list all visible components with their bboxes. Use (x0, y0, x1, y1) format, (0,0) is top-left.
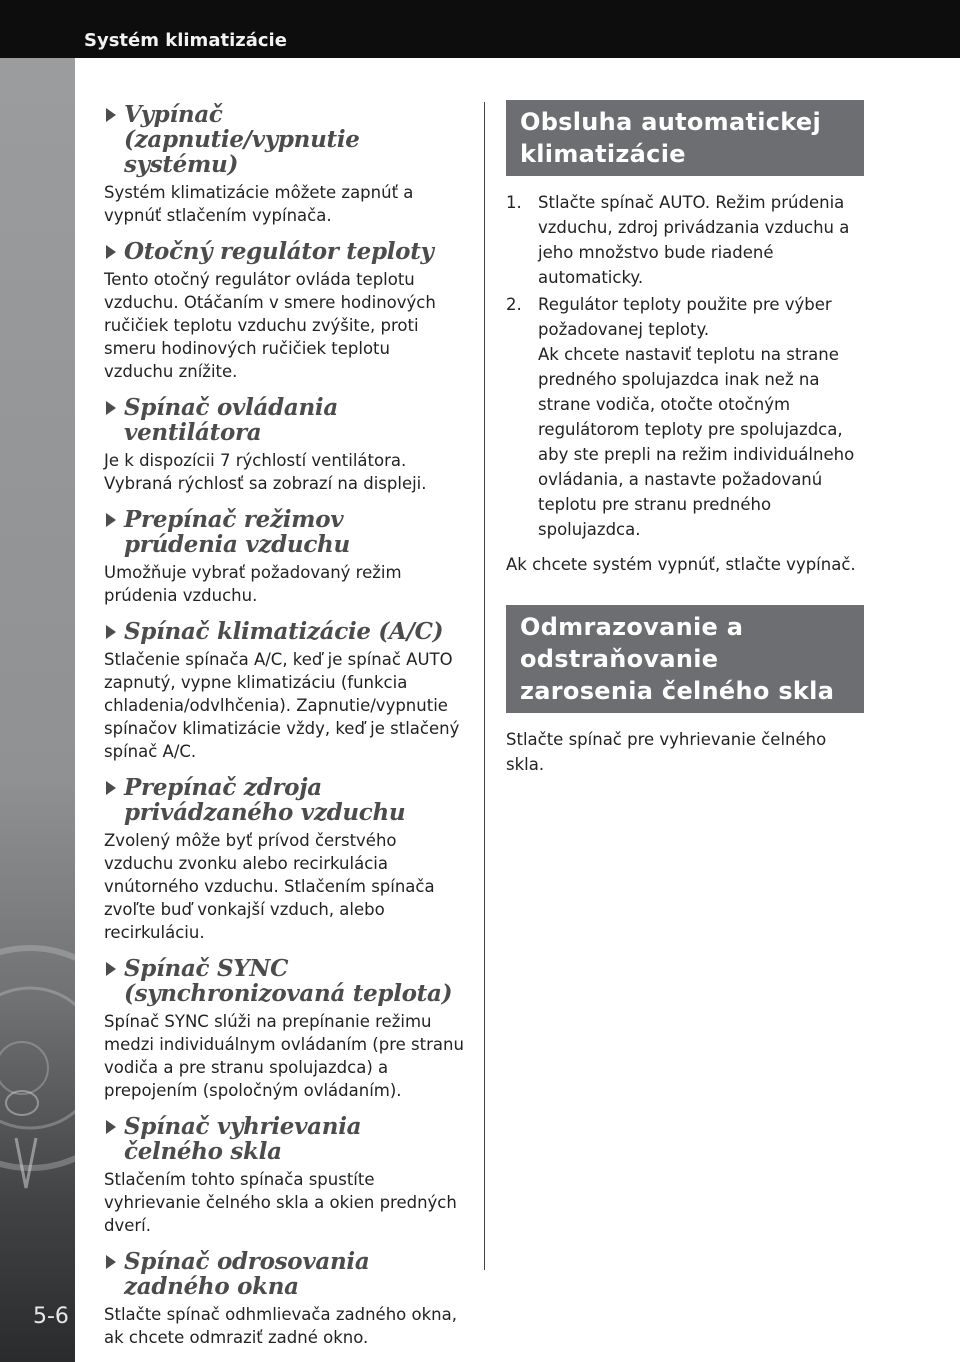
auto-operation-heading: Obsluha automatickej klimatizácie (506, 100, 864, 176)
step-text: Regulátor teploty použite pre výber požadovanej teploty. (538, 295, 832, 339)
section-windshield-heater (104, 1114, 464, 1237)
section-text: Systém klimatizácie môžete zapnúť a vypnúť stlačením vypínača. (104, 183, 414, 225)
section-text: Zvolený môže byť prívod čerstvého vzduchu zvonku alebo recirkulácia vnútorného vzduchu. Stlačením spínača zvoľte buď vonkajší vzduch, alebo recirkuláciu. (104, 831, 435, 942)
bullet-triangle-icon (104, 960, 118, 978)
bullet-triangle-icon (104, 106, 118, 124)
bullet-triangle-icon (104, 1118, 118, 1136)
section-heading: Spínač ovládania ventilátora (124, 394, 338, 446)
section-heading: Otočný regulátor teploty (124, 238, 434, 265)
turn-off-text: Ak chcete systém vypnúť, stlačte vypínač. (506, 555, 856, 574)
bullet-triangle-icon (104, 399, 118, 417)
section-heading: Spínač odrosovania zadného okna (124, 1248, 370, 1300)
bullet-triangle-icon (104, 623, 118, 641)
section-heading: Spínač SYNC (synchronizovaná teplota) (124, 955, 453, 1007)
right-column (506, 100, 864, 805)
section-power-switch (104, 102, 464, 227)
section-heading: Prepínač zdroja privádzaného vzduchu (124, 774, 406, 826)
section-ac-switch (104, 619, 464, 763)
section-text: Stlačením tohto spínača spustíte vyhrievanie čelného skla a okien predných dverí. (104, 1170, 457, 1235)
list-item (506, 292, 864, 542)
left-column (104, 102, 464, 1361)
steering-wheel-image (0, 58, 75, 1362)
section-airflow-mode (104, 507, 464, 607)
section-text: Spínač SYNC slúži na prepínanie režimu medzi individuálnym ovládaním (pre stranu vodiča a pre stranu spolujazdca) a prepojením (spoločným ovládaním). (104, 1012, 464, 1100)
section-heading: Spínač vyhrievania čelného skla (124, 1113, 362, 1165)
step-extra-text: Ak chcete nastaviť teplotu na strane predného spolujazdca inak než na strane vodiča, otočte otočným regulátorom teploty pre spolujazdca, aby ste prepli na režim individuálneho ovládania, a nastavte požadovanú teplotu pre stranu predného spolujazdca. (538, 345, 855, 539)
defrost-text: Stlačte spínač pre vyhrievanie čelného skla. (506, 730, 827, 774)
bullet-triangle-icon (104, 1253, 118, 1271)
step-number: 2. (506, 295, 522, 314)
auto-steps-list (506, 190, 864, 542)
section-temperature-dial (104, 239, 464, 383)
section-air-intake (104, 775, 464, 944)
step-text: Stlačte spínač AUTO. Režim prúdenia vzduchu, zdroj privádzania vzduchu a jeho množstvo bude riadené automaticky. (538, 193, 850, 287)
bullet-triangle-icon (104, 779, 118, 797)
section-heading: Spínač klimatizácie (A/C) (124, 618, 444, 645)
section-heading: Prepínač režimov prúdenia vzduchu (124, 506, 350, 558)
sidebar-image (0, 58, 75, 1362)
section-text: Je k dispozícii 7 rýchlostí ventilátora. Vybraná rýchlosť sa zobrazí na displeji. (104, 451, 427, 493)
defrost-heading: Odmrazovanie a odstraňovanie zarosenia čelného skla (506, 605, 864, 713)
section-rear-defogger (104, 1249, 464, 1349)
column-divider (484, 102, 485, 1270)
step-number: 1. (506, 193, 522, 212)
page-number: 5-6 (33, 1304, 69, 1329)
section-text: Tento otočný regulátor ovláda teplotu vzduchu. Otáčaním v smere hodinových ručičiek teplotu vzduchu zvýšite, proti smeru hodinových ručičiek teplotu vzduchu znížite. (104, 270, 436, 381)
page-header-bar (0, 0, 960, 58)
section-sync-switch (104, 956, 464, 1102)
list-item (506, 190, 864, 290)
chapter-title: Systém klimatizácie (84, 30, 287, 51)
section-text: Umožňuje vybrať požadovaný režim prúdenia vzduchu. (104, 563, 402, 605)
section-text: Stlačte spínač odhmlievača zadného okna, ak chcete odmraziť zadné okno. (104, 1305, 457, 1347)
section-heading: Vypínač (zapnutie/vypnutie systému) (124, 101, 360, 178)
bullet-triangle-icon (104, 243, 118, 261)
section-fan-switch (104, 395, 464, 495)
section-text: Stlačenie spínača A/C, keď je spínač AUTO zapnutý, vypne klimatizáciu (funkcia chladenia/odvlhčenia). Zapnutie/vypnutie spínačov klimatizácie vždy, keď je stlačený spínač A/C. (104, 650, 460, 761)
bullet-triangle-icon (104, 511, 118, 529)
